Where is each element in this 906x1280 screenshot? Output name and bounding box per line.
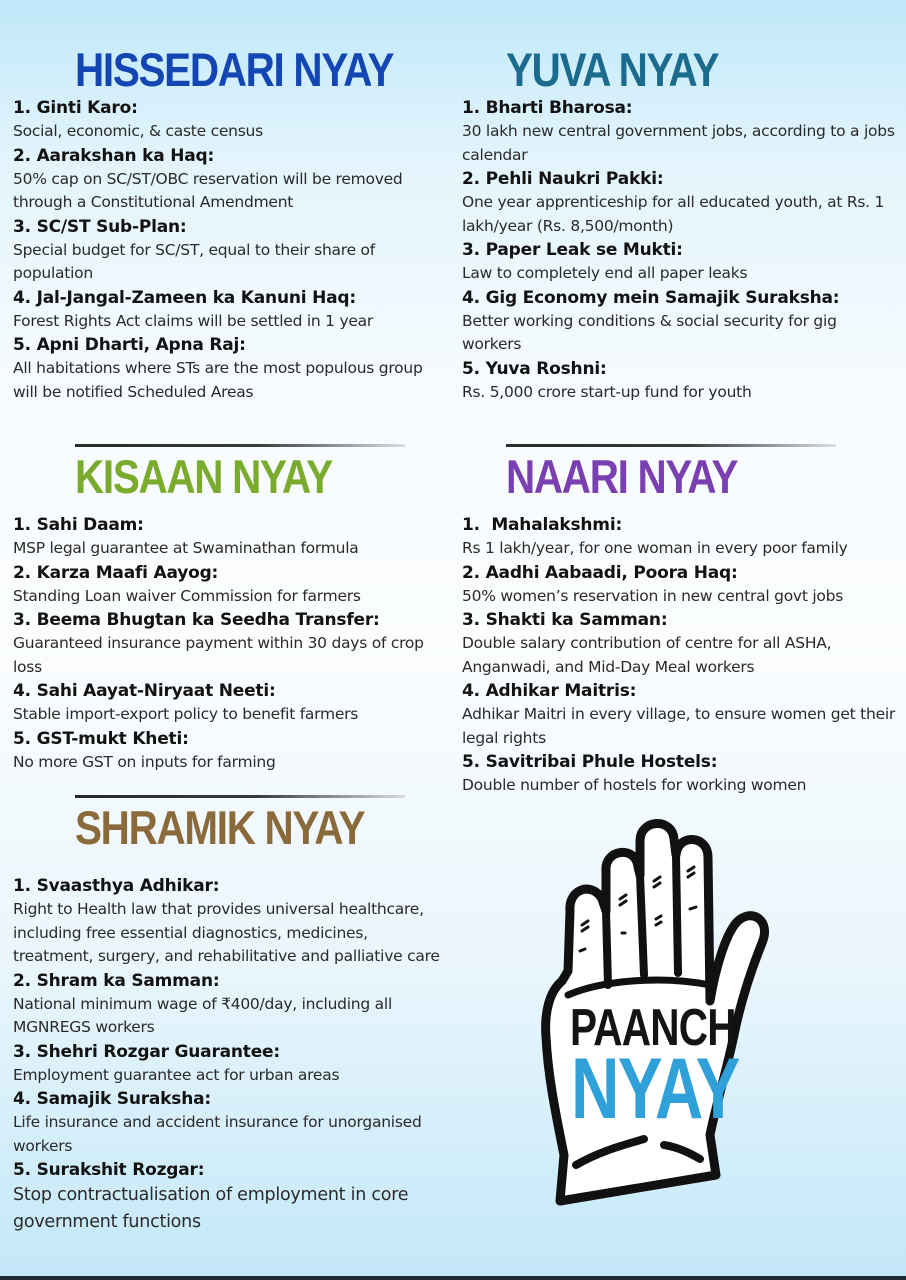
item-title: 5. GST-mukt Kheti: xyxy=(13,728,189,749)
section-divider xyxy=(75,444,405,447)
item-description: Forest Rights Act claims will be settled in 1 year xyxy=(13,311,374,330)
list-item xyxy=(13,1040,443,1088)
item-title: 3. Shehri Rozgar Guarantee: xyxy=(13,1041,280,1062)
list-item xyxy=(13,679,443,727)
item-description: Guaranteed insurance payment within 30 days of crop loss xyxy=(13,634,424,676)
list-item xyxy=(13,1087,443,1158)
item-description: Law to completely end all paper leaks xyxy=(462,264,748,282)
list-item xyxy=(13,608,443,679)
logo-text-nyay: NYAY xyxy=(571,1041,739,1137)
item-title: 1. Svaasthya Adhikar: xyxy=(13,876,220,896)
bottom-border xyxy=(0,1276,906,1280)
item-title: 2. Aarakshan ka Haq: xyxy=(13,145,215,166)
item-description: Better working conditions & social security for gig workers xyxy=(462,311,837,353)
item-description: Stable import-export policy to benefit farmers xyxy=(13,705,359,723)
item-title: 1. Mahalakshmi: xyxy=(462,515,623,535)
item-description: National minimum wage of ₹400/day, including all MGNREGS workers xyxy=(13,994,393,1036)
item-list xyxy=(462,513,902,798)
item-list xyxy=(13,874,443,1236)
list-item xyxy=(462,561,902,609)
item-title: 5. Apni Dharti, Apna Raj: xyxy=(13,335,246,355)
item-list xyxy=(13,96,443,404)
item-title: 3. Paper Leak se Mukti: xyxy=(462,240,683,260)
item-title: 3. Beema Bhugtan ka Seedha Transfer: xyxy=(13,610,380,630)
item-description: Life insurance and accident insurance for unorganised workers xyxy=(13,1113,422,1155)
item-description: Stop contractualisation of employment in core government functions xyxy=(13,1185,409,1232)
list-item xyxy=(13,144,443,215)
item-description: No more GST on inputs for farming xyxy=(13,752,276,771)
item-list xyxy=(13,513,443,774)
item-description: MSP legal guarantee at Swaminathan formula xyxy=(13,539,359,557)
section-heading: YUVA NYAY xyxy=(506,43,719,96)
item-description: 50% women’s reservation in new central govt jobs xyxy=(462,586,844,605)
list-item xyxy=(13,96,443,144)
list-item xyxy=(13,1158,443,1236)
item-description: Special budget for SC/ST, equal to their share of population xyxy=(13,240,375,282)
item-title: 4. Sahi Aayat-Niryaat Neeti: xyxy=(13,681,276,701)
list-item xyxy=(462,679,902,750)
list-item xyxy=(462,513,902,561)
list-item xyxy=(13,286,443,334)
item-title: 4. Adhikar Maitris: xyxy=(462,681,637,701)
item-title: 4. Gig Economy mein Samajik Suraksha: xyxy=(462,287,840,308)
list-item xyxy=(462,167,898,238)
item-description: Adhikar Maitri in every village, to ensure women get their legal rights xyxy=(462,705,896,747)
list-item xyxy=(462,750,902,798)
list-item xyxy=(13,969,443,1040)
item-description: Rs. 5,000 crore start-up fund for youth xyxy=(462,382,752,401)
item-description: One year apprenticeship for all educated youth, at Rs. 1 lakh/year (Rs. 8,500/month) xyxy=(462,193,885,235)
item-description: Social, economic, & caste census xyxy=(13,122,263,140)
section-heading: SHRAMIK NYAY xyxy=(75,801,365,854)
list-item xyxy=(13,513,443,561)
item-description: Right to Health law that provides universal healthcare, including free essential diagnostics, medicines, treatment, surgery, and rehabilitative and palliative care xyxy=(13,900,440,965)
item-title: 5. Yuva Roshni: xyxy=(462,358,607,379)
item-title: 1. Bharti Bharosa: xyxy=(462,98,633,118)
list-item xyxy=(462,238,898,286)
section-hissedari-nyay xyxy=(13,44,443,404)
list-item xyxy=(462,96,898,167)
item-title: 1. Sahi Daam: xyxy=(13,515,144,535)
item-description: 50% cap on SC/ST/OBC reservation will be removed through a Constitutional Amendment xyxy=(13,169,403,211)
item-title: 3. SC/ST Sub-Plan: xyxy=(13,216,187,237)
item-description: Rs 1 lakh/year, for one woman in every poor family xyxy=(462,539,848,557)
item-list xyxy=(462,96,898,404)
section-shramik-nyay xyxy=(13,795,443,1236)
item-title: 2. Karza Maafi Aayog: xyxy=(13,562,219,583)
item-title: 5. Surakshit Rozgar: xyxy=(13,1160,205,1180)
logo-text-paanch: PAANCH xyxy=(570,999,736,1057)
item-title: 2. Aadhi Aabaadi, Poora Haq: xyxy=(462,562,738,583)
item-title: 2. Shram ka Samman: xyxy=(13,970,220,991)
item-description: Standing Loan waiver Commission for farmers xyxy=(13,586,361,605)
section-kisaan-nyay xyxy=(13,444,443,774)
list-item xyxy=(13,874,443,969)
list-item xyxy=(462,286,898,357)
section-heading: NAARI NYAY xyxy=(506,450,738,503)
item-title: 5. Savitribai Phule Hostels: xyxy=(462,752,718,772)
item-title: 4. Samajik Suraksha: xyxy=(13,1089,211,1109)
list-item xyxy=(13,561,443,609)
section-divider xyxy=(75,795,405,798)
list-item xyxy=(13,333,443,404)
item-description: Double number of hostels for working women xyxy=(462,776,807,794)
item-description: All habitations where STs are the most populous group will be notified Scheduled Areas xyxy=(13,359,423,401)
section-yuva-nyay xyxy=(462,44,898,404)
list-item xyxy=(13,727,443,775)
item-title: 1. Ginti Karo: xyxy=(13,98,138,118)
section-naari-nyay xyxy=(462,444,902,798)
paanch-nyay-logo xyxy=(540,815,770,1215)
list-item xyxy=(462,357,898,405)
section-heading: KISAAN NYAY xyxy=(75,450,332,503)
item-description: 30 lakh new central government jobs, according to a jobs calendar xyxy=(462,122,895,164)
item-description: Employment guarantee act for urban areas xyxy=(13,1065,340,1084)
list-item xyxy=(13,215,443,286)
item-description: Double salary contribution of centre for all ASHA, Anganwadi, and Mid-Day Meal workers xyxy=(462,634,832,676)
list-item xyxy=(462,608,902,679)
section-divider xyxy=(506,444,836,447)
section-heading: HISSEDARI NYAY xyxy=(75,43,394,96)
item-title: 2. Pehli Naukri Pakki: xyxy=(462,169,664,189)
item-title: 3. Shakti ka Samman: xyxy=(462,610,668,630)
item-title: 4. Jal-Jangal-Zameen ka Kanuni Haq: xyxy=(13,287,356,308)
